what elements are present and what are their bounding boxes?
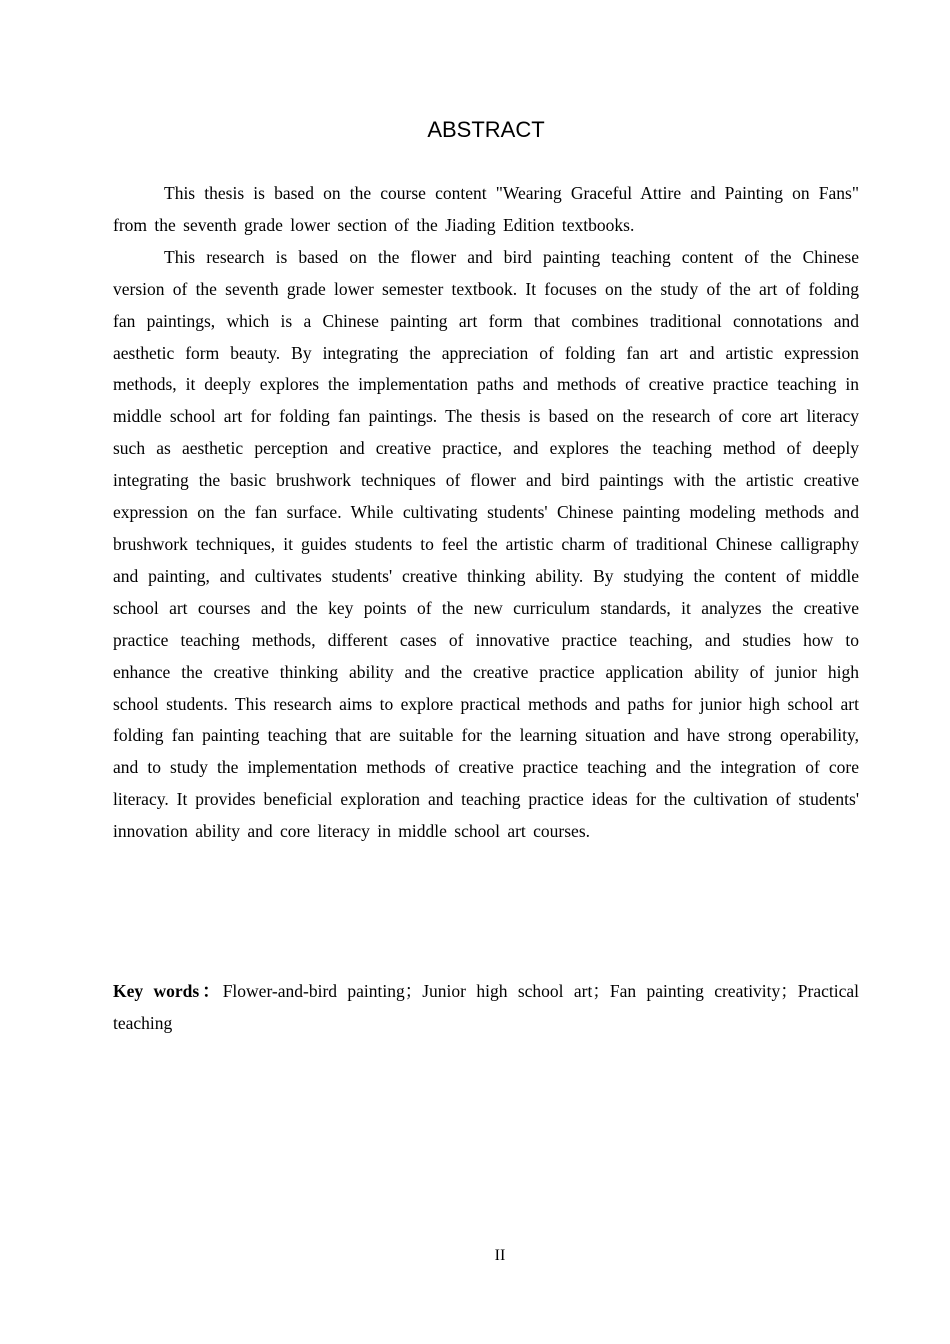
abstract-title: ABSTRACT <box>427 117 545 142</box>
page-number: II <box>494 1247 506 1264</box>
abstract-body <box>113 178 859 848</box>
keywords-label: Key words： <box>113 981 223 1001</box>
keywords-text: Flower-and-bird painting；Junior high school art；Fan painting creativity；Practical teaching <box>113 981 859 1033</box>
keywords-line <box>113 976 859 1040</box>
abstract-paragraph-1: This thesis is based on the course content "Wearing Graceful Attire and Painting on Fans" from the seventh grade lower section of the Jiading Edition textbooks. <box>113 183 859 235</box>
abstract-paragraph-2: This research is based on the flower and bird painting teaching content of the Chinese version of the seventh grade lower semester textbook. It focuses on the study of the art of folding fan paintings, which is a Chinese painting art form that combines traditional connotations and aesthetic form beauty. By integrating the appreciation of folding fan art and artistic expression methods, it deeply explores the implementation paths and methods of creative practice teaching in middle school art for folding fan paintings. The thesis is based on the research of core art literacy such as aesthetic perception and creative practice, and explores the teaching method of deeply integrating the basic brushwork techniques of flower and bird paintings with the artistic creative expression on the fan surface. While cultivating students' Chinese painting modeling methods and brushwork techniques, it guides students to feel the artistic charm of traditional Chinese calligraphy and painting, and cultivates students' creative thinking ability. By studying the content of middle school art courses and the key points of the new curriculum standards, it analyzes the creative practice teaching methods, different cases of innovative practice teaching, and studies how to enhance the creative thinking ability and the creative practice application ability of junior high school students. This research aims to explore practical methods and paths for junior high school art folding fan painting teaching that are suitable for the learning situation and have strong operability, and to study the implementation methods of creative practice teaching and the integration of core literacy. It provides beneficial exploration and teaching practice ideas for the cultivation of students' innovation ability and core literacy in middle school art courses. <box>113 246 859 842</box>
